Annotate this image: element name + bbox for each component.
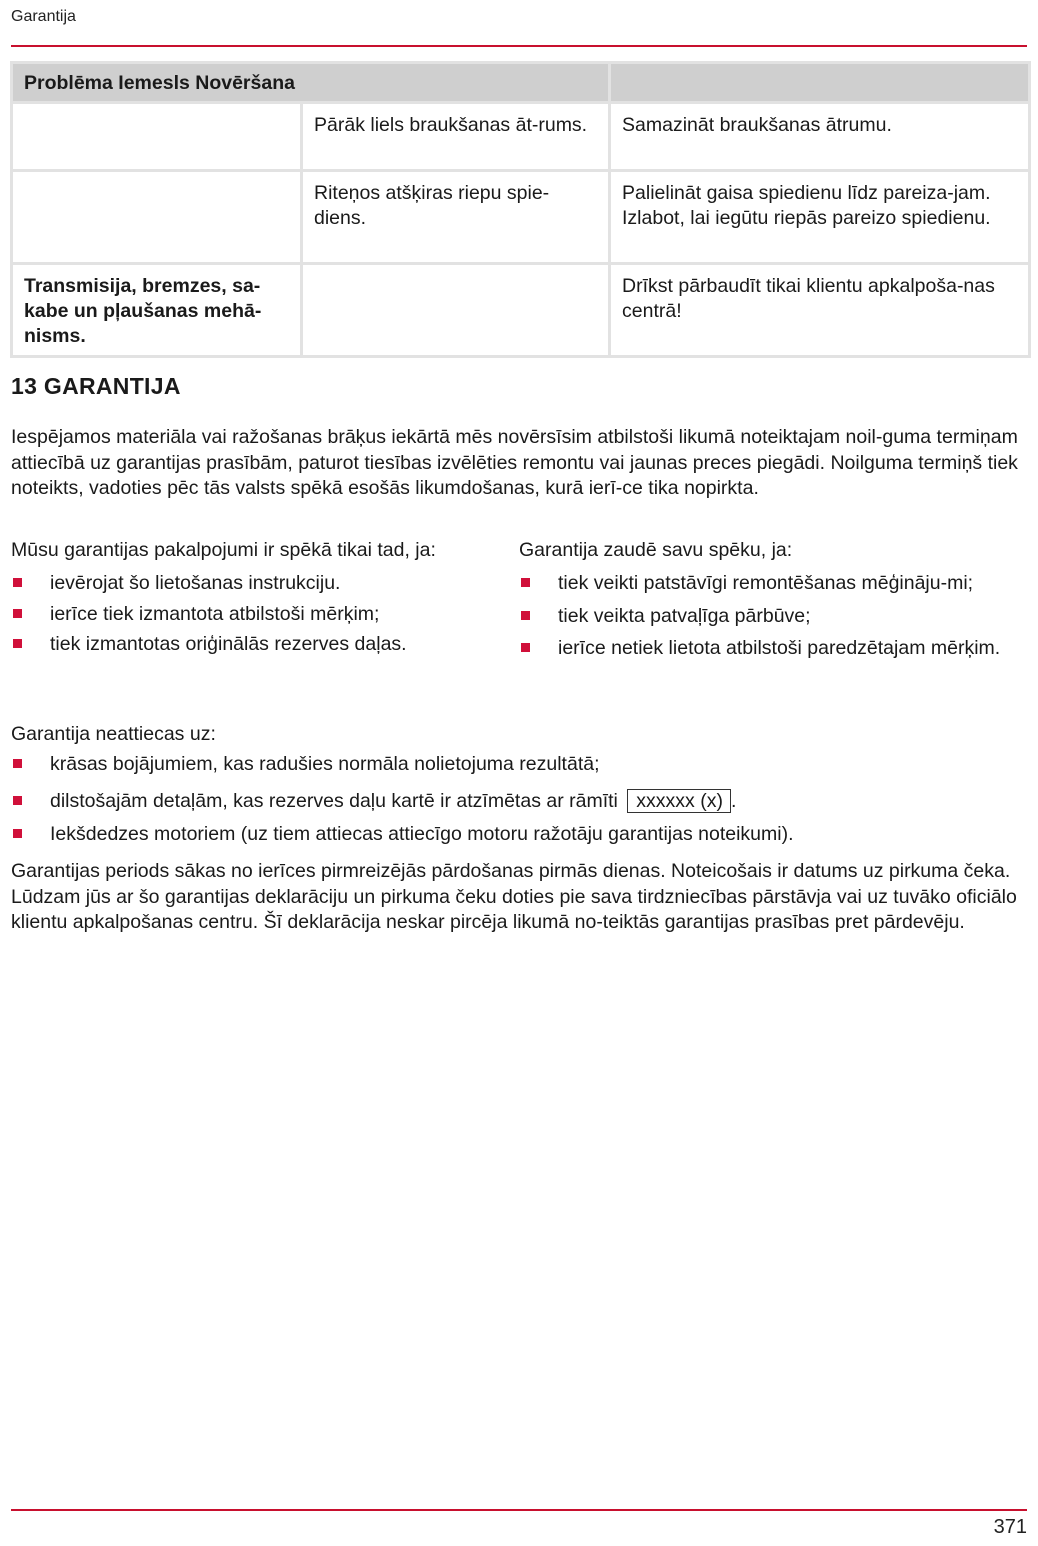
problem-cell: Transmisija, bremzes, sa-kabe un pļaušanas mehā-nisms.: [12, 264, 302, 357]
list-item: [11, 602, 501, 627]
problem-cell: [12, 171, 302, 264]
running-header: Garantija: [11, 8, 76, 25]
table-header-row: [12, 63, 1030, 103]
footer-rule: [11, 1509, 1027, 1511]
bullet-square-icon: [13, 759, 22, 768]
bullet-square-icon: [13, 829, 22, 838]
table-row: [12, 103, 1030, 171]
intro-paragraph: Iespējamos materiāla vai ražošanas brāķus iekārtā mēs novērsīsim atbilstoši likumā noteiktajam noil-guma termiņam attiecībā uz garantijas prasībām, paturot tiesības izvēlēties remontu vai jaunas preces piegādi. Noilguma termiņš tiek noteikts, vadoties pēc tās valsts spēkā esošās likumdošanas, kurā ierī-ce tika nopirkta.: [11, 426, 1018, 499]
cause-cell: [302, 264, 610, 357]
list-item-text: tiek izmantotas oriģinālās rezerves daļas.: [50, 633, 407, 655]
remedy-cell: Palielināt gaisa spiedienu līdz pareiza-jam. Izlabot, lai iegūtu riepās pareizo spiedienu.: [610, 171, 1030, 264]
problem-cell: [12, 103, 302, 171]
bullet-square-icon: [521, 643, 530, 652]
list-item-text: tiek veikti patstāvīgi remontēšanas mēģināju-mi;: [558, 572, 974, 594]
table-row: [12, 171, 1030, 264]
list-item-text: Iekšdedzes motoriem (uz tiem attiecas attiecīgo motoru ražotāju garantijas noteikumi).: [50, 823, 794, 845]
list-item-text: ierīce tiek izmantota atbilstoši mērķim;: [50, 602, 380, 625]
list-item-text: krāsas bojājumiem, kas radušies normāla nolietojuma rezultātā;: [50, 753, 600, 775]
bullet-square-icon: [13, 639, 22, 648]
valid-conditions-list: [11, 571, 501, 663]
list-item-text: ierīce netiek lietota atbilstoši paredzētajam mērķim.: [558, 637, 1001, 659]
table-row: [12, 264, 1030, 357]
list-item-text: dilstošajām detaļām, kas rezerves daļu kartē ir atzīmētas ar rāmīti: [50, 790, 618, 812]
list-item: [11, 571, 501, 596]
list-item: [11, 822, 1027, 847]
remedy-cell: Drīkst pārbaudīt tikai klientu apkalpoša-nas centrā!: [610, 264, 1030, 357]
header-rule: [11, 45, 1027, 47]
void-conditions-heading: Garantija zaudē savu spēku, ja:: [519, 539, 793, 561]
not-covered-heading: Garantija neattiecas uz:: [11, 723, 216, 745]
not-covered-list: [11, 752, 1027, 855]
list-item: [11, 752, 1027, 777]
list-item: [519, 571, 1019, 596]
warranty-period-paragraph: Garantijas periods sākas no ierīces pirmreizējās pārdošanas pirmās dienas. Noteicošais ir datums uz pirkuma čeka. Lūdzam jūs ar šo garantijas deklarāciju un pirkuma čeku doties pie sava tirdzniecības pārstāvja vai uz tuvāko oficiālo klientu apkalpošanas centru. Šī deklarācija neskar pircēja likumā no-teiktās garantijas prasības pret pārdevēju.: [11, 860, 1017, 933]
remedy-cell: Samazināt braukšanas ātrumu.: [610, 103, 1030, 171]
cause-cell: Pārāk liels braukšanas āt-rums.: [302, 103, 610, 171]
void-conditions-list: [519, 571, 1019, 669]
valid-conditions-heading: Mūsu garantijas pakalpojumi ir spēkā tikai tad, ja:: [11, 539, 436, 561]
bullet-square-icon: [521, 578, 530, 587]
section-title: 13 GARANTIJA: [11, 373, 181, 399]
troubleshooting-table: [10, 61, 1031, 358]
bullet-square-icon: [13, 609, 22, 618]
table-header-problem-cause-remedy: Problēma Iemesls Novēršana: [12, 63, 610, 103]
list-item: [11, 789, 1027, 814]
list-item: [519, 636, 1019, 661]
table-header-empty: [610, 63, 1030, 103]
list-item-text: ievērojat šo lietošanas instrukciju.: [50, 572, 341, 594]
part-code-box: xxxxxx (x): [627, 789, 731, 813]
cause-cell: Riteņos atšķiras riepu spie-diens.: [302, 171, 610, 264]
list-item-text: tiek veikta patvaļīga pārbūve;: [558, 604, 811, 627]
bullet-square-icon: [521, 611, 530, 620]
list-item: [11, 632, 501, 657]
bullet-square-icon: [13, 578, 22, 587]
list-item-end: .: [730, 790, 737, 812]
bullet-square-icon: [13, 796, 22, 805]
list-item: [519, 604, 1019, 629]
page-number: 371: [993, 1516, 1027, 1538]
